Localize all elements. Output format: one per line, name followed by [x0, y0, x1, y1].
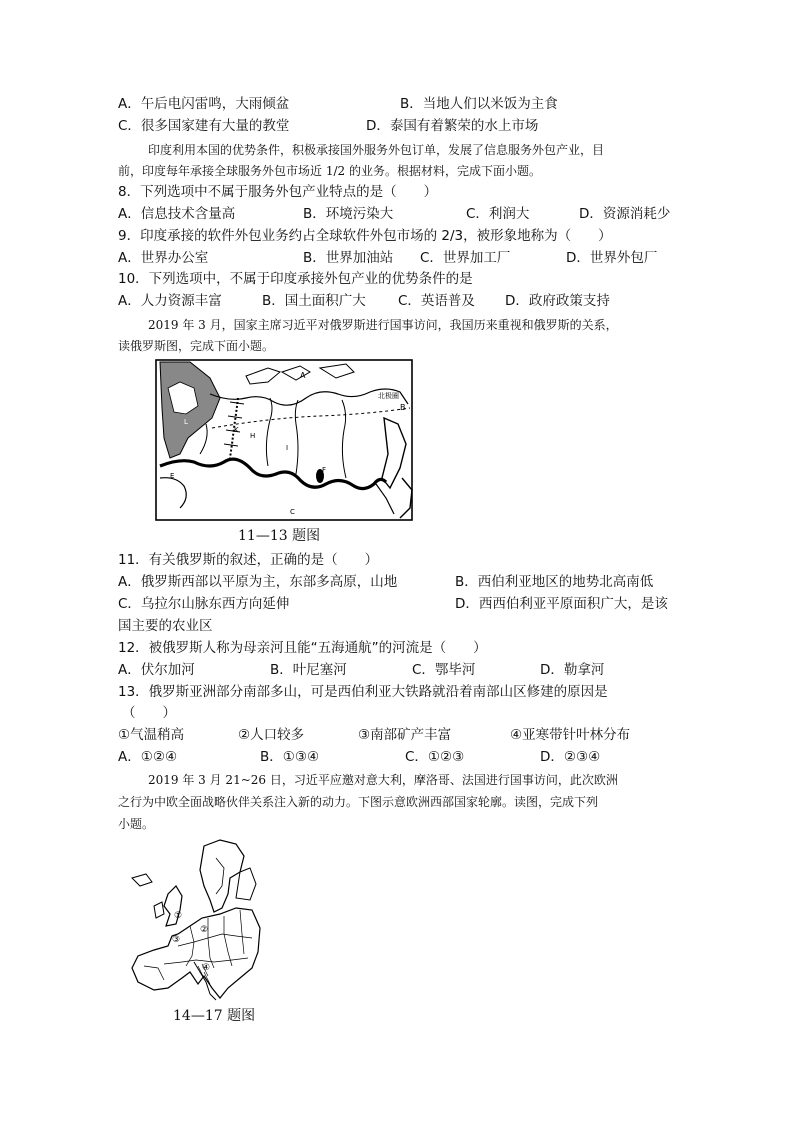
map-label-b: B [400, 403, 406, 412]
ireland-outline [154, 902, 164, 918]
russia-intro-line2: 读俄罗斯图，完成下面小题。 [118, 339, 275, 353]
europe-map-caption: 14—17 题图 [173, 1008, 256, 1024]
q11-option-b: B．西伯利亚地区的地势北高南低 [455, 574, 654, 590]
map-label-h: H [250, 432, 256, 440]
europe-marker-2: ② [200, 925, 209, 935]
q13-stem: 13．俄罗斯亚洲部分南部多山，可是西伯利亚大铁路就沿着南部山区修建的原因是 [118, 684, 608, 700]
option-b-rice: B．当地人们以米饭为主食 [400, 96, 558, 112]
europe-marker-1: ① [174, 911, 183, 921]
europe-map [124, 838, 264, 1008]
q11-option-d: D．西西伯利亚平原面积广大，是该 [455, 596, 668, 612]
map-label-f: F [322, 466, 327, 474]
q11-stem: 11．有关俄罗斯的叙述，正确的是（ ） [118, 552, 379, 568]
europe-marker-3: ③ [172, 935, 181, 945]
q8-option-a: A．信息技术含量高 [118, 206, 236, 222]
q13-paren: （ ） [122, 705, 176, 721]
q8-option-b: B．环境污染大 [303, 206, 394, 222]
map-label-l: L [184, 418, 188, 426]
q13-option-d: D．②③④ [540, 749, 601, 765]
option-d-floating-market: D．泰国有着繁荣的水上市场 [366, 118, 539, 134]
q11-option-d-continued: 国主要的农业区 [118, 618, 213, 634]
q12-option-a: A．伏尔加河 [118, 662, 195, 678]
russia-map [150, 358, 418, 524]
q9-stem: 9．印度承接的软件外包业务约占全球软件外包市场的 2/3，被形象地称为（ ） [118, 228, 612, 244]
q12-option-c: C．鄂毕河 [412, 662, 476, 678]
india-intro-line2: 前，印度每年承接全球服务外包市场近 1/2 的业务。根据材料，完成下面小题。 [118, 164, 541, 178]
map-label-k: K [234, 426, 239, 434]
map-label-i: I [286, 444, 289, 452]
russia-map-caption: 11—13 题图 [238, 528, 321, 544]
russia-intro-line1: 2019 年 3 月，国家主席习近平对俄罗斯进行国事访问，我国历来重视和俄罗斯的关系， [148, 318, 618, 332]
map-label-c: C [290, 508, 295, 516]
europe-intro-line3: 小题。 [118, 817, 155, 831]
q12-stem: 12．被俄罗斯人称为母亲河且能“五海通航”的河流是（ ） [118, 640, 487, 656]
q8-option-d: D．资源消耗少 [579, 206, 671, 222]
map-label-m: M [186, 400, 193, 408]
iceland-outline [132, 874, 152, 886]
scandinavia-outline [200, 840, 244, 912]
q10-option-b: B．国土面积广大 [262, 293, 366, 309]
q12-option-b: B．叶尼塞河 [270, 662, 347, 678]
q13-option-b: B．①③④ [260, 749, 320, 765]
q10-option-a: A．人力资源丰富 [118, 293, 222, 309]
option-a-thunderstorm: A．午后电闪雷鸣，大雨倾盆 [118, 96, 290, 112]
map-label-arctic-circle: 北极圈 [378, 392, 399, 400]
europe-intro-line2: 之行为中欧全面战略伙伴关系注入新的动力。下图示意欧洲西部国家轮廓。读图，完成下列 [118, 795, 599, 809]
q10-option-c: C．英语普及 [398, 293, 475, 309]
q12-option-d: D．勒拿河 [540, 662, 605, 678]
q8-stem: 8．下列选项中不属于服务外包产业特点的是（ ） [118, 184, 438, 200]
europe-intro-line1: 2019 年 3 月 21~26 日，习近平应邀对意大利，摩洛哥、法国进行国事访问，此次欧洲 [148, 773, 618, 787]
q9-option-b: B．世界加油站 [303, 250, 394, 266]
europe-marker-4: ④ [202, 963, 211, 973]
q11-option-a: A．俄罗斯西部以平原为主，东部多高原，山地 [118, 574, 398, 590]
q10-stem: 10．下列选项中，不属于印度承接外包产业的优势条件的是 [118, 271, 473, 287]
map-label-a: A [300, 371, 306, 380]
map-label-e: E [170, 472, 175, 480]
q9-option-d: D．世界外包厂 [566, 250, 658, 266]
q13-option-c: C．①②③ [405, 749, 465, 765]
india-intro-line1: 印度利用本国的优势条件，积极承接国外服务外包订单，发展了信息服务外包产业，目 [148, 143, 605, 157]
q9-option-a: A．世界办公室 [118, 250, 209, 266]
q10-option-d: D．政府政策支持 [505, 293, 610, 309]
q11-option-c: C．乌拉尔山脉东西方向延伸 [118, 596, 290, 612]
q13-statement-3: ③南部矿产丰富 [358, 727, 452, 743]
map-label-d: D [194, 432, 200, 440]
q13-option-a: A．①②④ [118, 749, 178, 765]
q8-option-c: C．利润大 [466, 206, 530, 222]
q13-statement-4: ④亚寒带针叶林分布 [510, 727, 631, 743]
q13-statement-2: ②人口较多 [238, 727, 305, 743]
option-c-churches: C．很多国家建有大量的教堂 [118, 118, 290, 134]
q13-statement-1: ①气温稍高 [118, 727, 185, 743]
q9-option-c: C．世界加工厂 [420, 250, 511, 266]
